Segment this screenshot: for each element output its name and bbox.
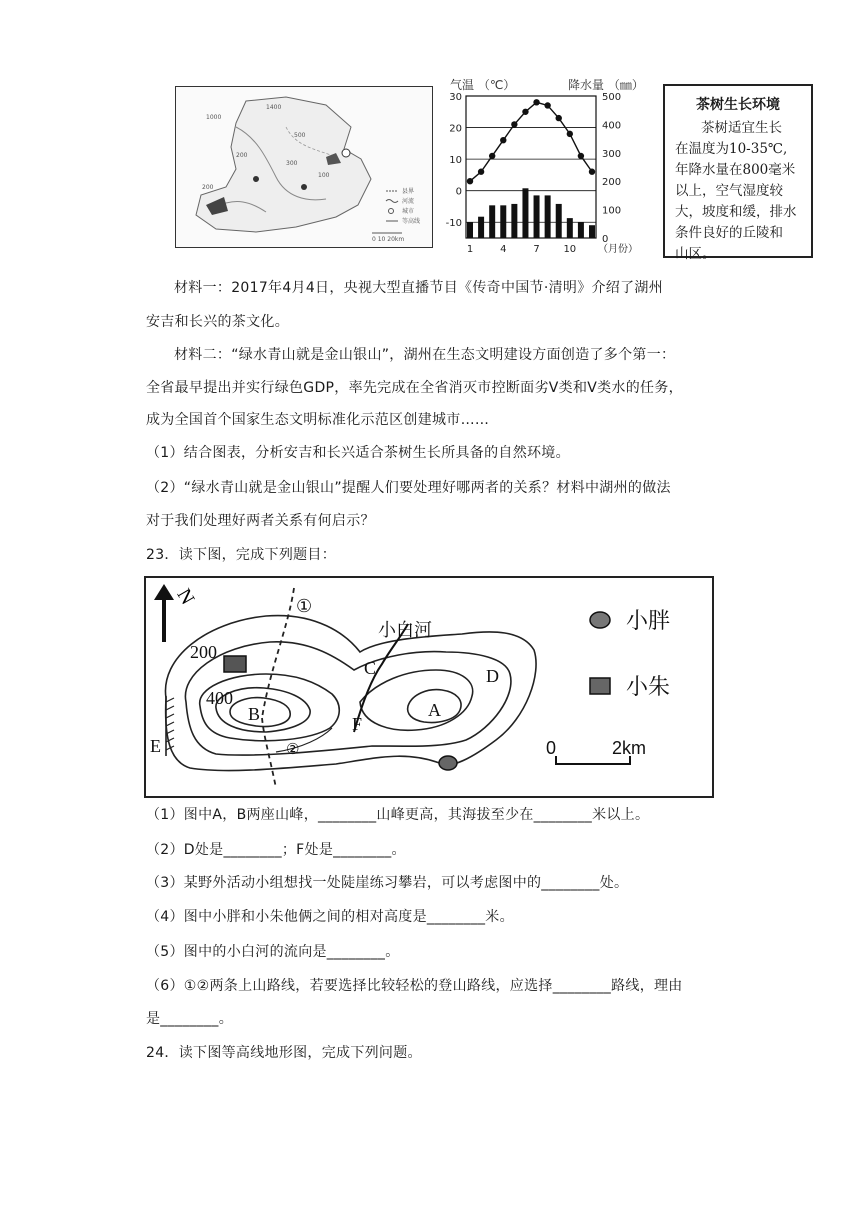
precip-tick-label: 500 [602,92,622,103]
q23-sub-2: （2）D处是________；F处是________。 [146,842,406,858]
precip-bar [534,195,540,238]
point-d-label: D [486,666,499,686]
tea-box-title: 茶树生长环境 [696,97,780,113]
precip-bar [478,217,484,238]
climate-plot-frame [466,96,596,238]
material-1-line-1: 材料一：2017年4月4日，央视大型直播节目《传奇中国节·清明》介绍了湖州 [174,280,663,296]
route-2-path [262,718,276,788]
point-e-label: E [150,736,161,756]
precip-bar [467,222,473,238]
temp-point [589,169,595,175]
precip-tick-label: 300 [602,148,622,160]
legend-xiaopang-label: 小胖 [626,609,671,634]
route-1-label: ① [296,596,313,616]
temp-tick-label: 10 [449,155,462,167]
north-label: N [172,585,199,609]
huzhou-map [175,86,433,248]
question-23-heading: 23．读下图，完成下列题目： [146,547,337,563]
temp-point [489,153,495,159]
q23-sub-4: （4）图中小胖和小朱他俩之间的相对高度是________米。 [146,909,514,925]
tea-line: 年降水量在800毫米 [675,162,796,178]
temp-point [500,137,506,143]
svg-text:河流: 河流 [402,198,415,205]
temp-point [533,99,539,105]
contour-400-label: 400 [206,688,233,708]
precip-bar [489,205,495,238]
contour-200-label: 200 [190,642,217,662]
temp-tick-label: 20 [449,123,462,135]
tea-line: 以上，空气湿度较 [675,183,783,199]
temp-series-line [470,102,592,181]
temp-axis-label: 气温 （℃） [450,78,516,92]
question-24-heading: 24．读下图等高线地形图，完成下列问题。 [146,1045,422,1061]
tea-line: 条件良好的丘陵和 [675,225,783,241]
temp-point [467,178,473,184]
material-2-line-1: 材料二：“绿水青山就是金山银山”，湖州在生态文明建设方面创造了多个第一： [174,347,676,363]
svg-text:200: 200 [202,184,214,191]
svg-text:城市: 城市 [402,208,415,215]
tea-growth-environment-box [663,84,813,262]
precip-tick-label: 200 [602,177,622,189]
precip-bar [556,204,562,238]
point-c-label: C [364,658,377,678]
question-22-2-line-1: （2）“绿水青山就是金山银山”提醒人们要处理好哪两者的关系？材料中湖州的做法 [146,480,671,496]
precip-tick-label: 0 [602,234,609,245]
svg-text:200: 200 [236,152,248,159]
svg-text:1400: 1400 [266,104,282,111]
question-22-2-line-2: 对于我们处理好两者关系有何启示？ [146,513,375,529]
river-label: 小白河 [378,620,432,640]
precip-bar [578,222,584,238]
contour-map-drawing [146,578,712,796]
q23-sub-5: （5）图中的小白河的流向是________。 [146,944,400,960]
scale-zero-label: 0 [546,738,557,758]
material-2-line-3: 成为全国首个国家生态文明标准化示范区创建城市…… [146,412,490,428]
precip-tick-label: 100 [602,205,622,217]
xiaozhu-marker-icon [224,656,246,672]
temp-point [511,121,517,127]
q23-sub-6-line-1: （6）①②两条上山路线，若要选择比较轻松的登山路线，应选择________路线，理由 [146,978,683,994]
svg-text:500: 500 [294,132,306,139]
svg-text:等高线: 等高线 [402,218,421,225]
route-2-label: ② [286,742,300,758]
question-22-1: （1）结合图表，分析安吉和长兴适合茶树生长所具备的自然环境。 [146,445,570,461]
precip-bar [522,188,528,238]
temp-point [522,109,528,115]
month-tick-label: 7 [533,244,540,255]
temp-point [578,153,584,159]
temp-point [478,169,484,175]
north-arrow-icon [154,584,174,600]
month-unit-label: （月份） [598,244,638,255]
svg-text:县界: 县界 [402,188,415,195]
legend-xiaozhu-icon [590,678,610,694]
peak-a-label: A [428,700,441,720]
peak-b-label: B [248,704,261,724]
precip-tick-label: 400 [602,120,622,132]
xiaopang-marker-icon [439,756,457,770]
q23-sub-1: （1）图中A，B两座山峰，________山峰更高，其海拔至少在________米以上。 [146,807,650,823]
tea-line: 大，坡度和缓，排水 [675,204,797,220]
tea-line: 茶树适宜生长 [701,120,782,136]
svg-text:0 10 20km: 0 10 20km [372,236,405,243]
month-tick-label: 10 [563,244,577,255]
temp-tick-label: 0 [455,186,462,198]
q23-sub-3: （3）某野外活动小组想找一处陡崖练习攀岩，可以考虑图中的________处。 [146,875,629,891]
precip-bar [500,205,506,238]
temp-tick-label: 30 [449,92,462,103]
svg-text:300: 300 [286,160,298,167]
temp-point [544,102,550,108]
precip-bar [567,218,573,238]
tea-box-body [665,114,811,265]
tea-line: 在温度为10-35℃, [675,141,788,157]
material-2-line-2: 全省最早提出并实行绿色GDP，率先完成在全省消灭市控断面劣Ⅴ类和Ⅴ类水的任务， [146,380,683,396]
tea-line: 山区。 [675,246,716,262]
climate-chart [446,88,640,260]
contour-map [144,576,714,798]
scale-2km-label: 2km [612,738,647,758]
temp-tick-label: -10 [446,218,462,230]
legend-xiaopang-icon [590,612,610,628]
svg-text:1000: 1000 [206,114,222,121]
precip-axis-label: 降水量 （㎜） [568,78,644,92]
legend-xiaozhu-label: 小朱 [626,675,671,700]
month-tick-label: 1 [466,244,474,255]
precip-bar [589,225,595,238]
point-f-label: F [352,714,363,734]
huzhou-map-drawing [176,87,432,247]
temp-point [567,131,573,137]
month-tick-label: 4 [500,244,507,255]
svg-text:100: 100 [318,172,330,179]
material-1-line-2: 安吉和长兴的茶文化。 [146,314,289,330]
precip-bar [545,195,551,238]
temp-point [556,115,562,121]
precip-bar [511,204,517,238]
q23-sub-6-line-2: 是________。 [146,1011,233,1027]
